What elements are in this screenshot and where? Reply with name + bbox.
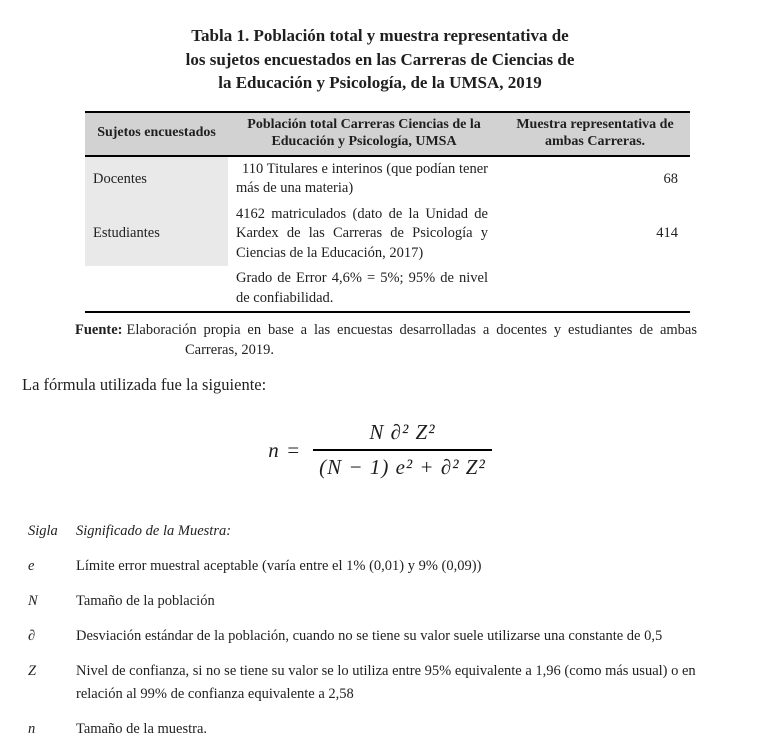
formula-intro: La fórmula utilizada fue la siguiente: (22, 375, 267, 394)
glossary-entry (28, 718, 740, 741)
formula-numerator: N ∂² Z² (313, 420, 492, 451)
formula-denominator: (N − 1) e² + ∂² Z² (319, 455, 486, 479)
glossary-entry (28, 590, 740, 613)
cell-subject: Docentes (85, 156, 228, 202)
glossary-symbol: ∂ (28, 628, 36, 644)
cell-subject: Estudiantes (85, 202, 228, 267)
formula-fraction (313, 420, 492, 480)
col-header-population: Población total Carreras Ciencias de la Educación y Psicología, UMSA (228, 112, 500, 156)
glossary-meaning: Tamaño de la muestra. (76, 721, 208, 737)
formula-lhs: n = (268, 437, 302, 462)
glossary-entry (28, 625, 740, 648)
glossary-entry (28, 555, 740, 578)
cell-population: 4162 matriculados (dato de la Unidad de Kardex de las Carreras de Psicología y Ciencias de la Educación, 2017) (236, 205, 488, 261)
glossary-meaning: Nivel de confianza, si no se tiene su valor se lo utiliza entre 95% equivalente a 1,96 (como más usual) o en relación al 99% de confianza equivalente a 2,58 (76, 663, 696, 702)
table-title-line: los sujetos encuestados en las Carreras de Ciencias de (185, 49, 575, 69)
glossary-meaning: Límite error muestral aceptable (varía entre el 1% (0,01) y 9% (0,09)) (76, 558, 482, 574)
table-header-row (85, 112, 690, 156)
glossary-col2-header: Significado de la Muestra: (76, 523, 232, 539)
source-note-text: Elaboración propia en base a las encuestas desarrolladas a docentes y estudiantes de ambas Carreras, 2019. (126, 322, 697, 358)
cell-population: 110 Titulares e interinos (que podían tener más de una materia) (236, 160, 488, 196)
source-note-label: Fuente: (75, 322, 123, 338)
glossary-symbol: n (28, 721, 36, 737)
glossary-header-row (28, 520, 740, 543)
cell-subject (85, 266, 228, 312)
table-title-line: la Educación y Psicología, de la UMSA, 2019 (218, 73, 542, 92)
table-row (85, 266, 690, 312)
table-row (85, 202, 690, 267)
glossary-meaning: Desviación estándar de la población, cuando no se tiene su valor suele utilizarse una constante de 0,5 (76, 628, 663, 644)
table-row (85, 156, 690, 202)
glossary-meaning: Tamaño de la población (76, 593, 215, 609)
glossary-symbol: N (28, 593, 38, 609)
population-sample-table (85, 111, 690, 314)
table-title (0, 0, 760, 95)
glossary-symbol: Z (28, 663, 37, 679)
table-title-line: Tabla 1. Población total y muestra representativa de (191, 26, 569, 45)
cell-sample: 414 (656, 225, 678, 242)
col-header-subjects: Sujetos encuestados (85, 112, 228, 156)
col-header-sample: Muestra representativa de ambas Carreras. (500, 112, 690, 156)
sample-size-formula (0, 420, 760, 480)
glossary-symbol: e (28, 558, 35, 574)
cell-population: Grado de Error 4,6% = 5%; 95% de nivel de confiabilidad. (236, 270, 488, 306)
symbol-glossary (28, 520, 740, 741)
cell-sample (500, 266, 690, 312)
source-note (75, 320, 697, 360)
glossary-col1-header: Sigla (28, 523, 58, 539)
cell-sample: 68 (663, 170, 678, 187)
glossary-entry (28, 660, 740, 706)
